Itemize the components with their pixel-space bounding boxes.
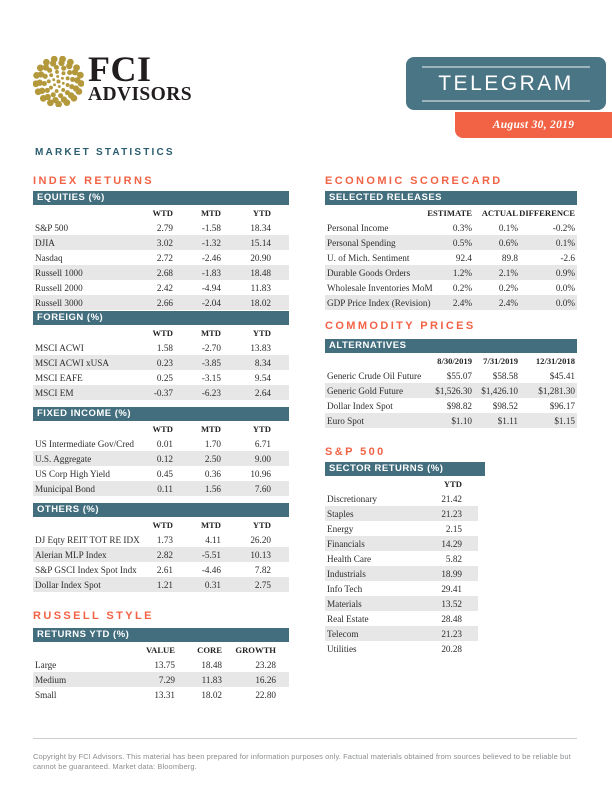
cell-value: 0.31 — [204, 579, 221, 590]
cell-value: 0.2% — [452, 282, 472, 293]
cell-value: 13.31 — [154, 689, 175, 700]
section-title-russell-style: RUSSELL STYLE — [33, 610, 154, 622]
table-title-bar: ALTERNATIVES — [325, 339, 577, 353]
cell-value: -5.51 — [201, 549, 221, 560]
cell-value: 2.72 — [156, 252, 173, 263]
row-label: MSCI ACWI — [35, 342, 84, 353]
column-header: CORE — [197, 645, 222, 655]
cell-value: 1.73 — [156, 534, 173, 545]
table-row — [325, 280, 577, 295]
column-header: 7/31/2019 — [483, 356, 518, 366]
telegram-banner — [406, 57, 606, 110]
row-label: Discretionary — [327, 493, 378, 504]
cell-value: 0.3% — [452, 222, 472, 233]
table-title-bar: RETURNS YTD (%) — [33, 628, 289, 642]
cell-value: 0.1% — [498, 222, 518, 233]
row-label: Energy — [327, 523, 354, 534]
column-header: YTD — [252, 424, 271, 434]
table-column-headers — [33, 518, 289, 532]
cell-value: 9.54 — [254, 372, 271, 383]
cell-value: 2.50 — [204, 453, 221, 464]
cell-value: 2.64 — [254, 387, 271, 398]
table-column-headers — [33, 326, 289, 340]
cell-value: -0.2% — [552, 222, 575, 233]
cell-value: $1.10 — [451, 415, 472, 426]
row-label: Municipal Bond — [35, 483, 95, 494]
cell-value: 5.82 — [445, 553, 462, 564]
row-label: DJIA — [35, 237, 55, 248]
row-label: Large — [35, 659, 57, 670]
table-column-headers — [33, 422, 289, 436]
banner-rule-top — [422, 66, 590, 68]
cell-value: -1.58 — [201, 222, 221, 233]
cell-value: -6.23 — [201, 387, 221, 398]
row-label: Russell 2000 — [35, 282, 83, 293]
cell-value: 13.75 — [154, 659, 175, 670]
column-header: MTD — [200, 520, 221, 530]
table-title-bar: SECTOR RETURNS (%) — [325, 462, 485, 476]
row-label: Alerian MLP Index — [35, 549, 107, 560]
banner-title: TELEGRAM — [438, 71, 574, 95]
cell-value: 1.21 — [156, 579, 173, 590]
table-row — [325, 398, 577, 413]
table-row — [33, 657, 289, 672]
column-header: WTD — [152, 328, 173, 338]
table-title-bar: SELECTED RELEASES — [325, 191, 577, 205]
table-row — [33, 451, 289, 466]
row-label: Durable Goods Orders — [327, 267, 411, 278]
cell-value: 0.6% — [498, 237, 518, 248]
cell-value: 21.23 — [441, 628, 462, 639]
row-label: Dollar Index Spot — [327, 400, 393, 411]
column-header: GROWTH — [235, 645, 276, 655]
table-row — [325, 566, 478, 581]
table-row — [33, 436, 289, 451]
table-row — [33, 466, 289, 481]
table-row — [33, 250, 289, 265]
alternatives-table — [325, 339, 577, 428]
row-label: MSCI EAFE — [35, 372, 83, 383]
column-header: MTD — [200, 328, 221, 338]
cell-value: $1,281.30 — [538, 385, 575, 396]
cell-value: $98.52 — [492, 400, 518, 411]
brand-name-line1: FCI — [88, 49, 152, 89]
cell-value: 16.26 — [255, 674, 276, 685]
footer-divider — [33, 738, 577, 739]
page-title: MARKET STATISTICS — [35, 147, 175, 158]
column-header: ESTIMATE — [427, 208, 472, 218]
table-title-bar: FOREIGN (%) — [33, 311, 289, 325]
row-label: Russell 1000 — [35, 267, 83, 278]
table-row — [325, 611, 478, 626]
cell-value: 89.8 — [501, 252, 518, 263]
row-label: Materials — [327, 598, 362, 609]
row-label: US Intermediate Gov/Cred — [35, 438, 134, 449]
cell-value: 18.02 — [201, 689, 222, 700]
equities-table — [33, 191, 289, 310]
cell-value: 11.83 — [201, 674, 222, 685]
cell-value: 18.48 — [201, 659, 222, 670]
selected-releases-table — [325, 191, 577, 310]
cell-value: 18.34 — [250, 222, 271, 233]
cell-value: -1.32 — [201, 237, 221, 248]
cell-value: 2.82 — [156, 549, 173, 560]
row-label: Financials — [327, 538, 365, 549]
cell-value: 10.96 — [250, 468, 271, 479]
table-row — [325, 383, 577, 398]
table-row — [33, 355, 289, 370]
row-label: Small — [35, 689, 57, 700]
column-header: WTD — [152, 424, 173, 434]
cell-value: 7.29 — [158, 674, 175, 685]
cell-value: 92.4 — [455, 252, 472, 263]
cell-value: 0.01 — [156, 438, 173, 449]
report-date: August 30, 2019 — [492, 119, 575, 131]
table-title-bar: OTHERS (%) — [33, 503, 289, 517]
cell-value: -4.46 — [201, 564, 221, 575]
cell-value: 0.2% — [498, 282, 518, 293]
cell-value: 9.00 — [254, 453, 271, 464]
row-label: S&P 500 — [35, 222, 69, 233]
cell-value: 0.36 — [204, 468, 221, 479]
column-header: YTD — [252, 520, 271, 530]
column-header: YTD — [252, 328, 271, 338]
cell-value: 2.4% — [452, 297, 472, 308]
cell-value: 0.45 — [156, 468, 173, 479]
table-row — [33, 385, 289, 400]
cell-value: 4.11 — [205, 534, 221, 545]
cell-value: 28.48 — [441, 613, 462, 624]
cell-value: 2.42 — [156, 282, 173, 293]
row-label: Industrials — [327, 568, 366, 579]
table-row — [325, 491, 478, 506]
cell-value: 7.60 — [254, 483, 271, 494]
table-row — [33, 547, 289, 562]
banner-rule-bottom — [422, 100, 590, 102]
brand-name-line2: ADVISORS — [88, 84, 192, 105]
cell-value: 2.1% — [498, 267, 518, 278]
others-table — [33, 503, 289, 592]
section-title-commodity-prices: COMMODITY PRICES — [325, 320, 476, 332]
row-label: Generic Crude Oil Future — [327, 370, 422, 381]
table-row — [325, 506, 478, 521]
cell-value: 13.52 — [441, 598, 462, 609]
row-label: Dollar Index Spot — [35, 579, 101, 590]
cell-value: 2.66 — [156, 297, 173, 308]
table-row — [33, 687, 289, 702]
row-label: Personal Spending — [327, 237, 396, 248]
cell-value: 26.20 — [250, 534, 271, 545]
cell-value: $55.07 — [446, 370, 472, 381]
cell-value: $45.41 — [549, 370, 575, 381]
table-row — [325, 368, 577, 383]
table-row — [33, 562, 289, 577]
table-row — [33, 532, 289, 547]
cell-value: 0.23 — [156, 357, 173, 368]
table-row — [325, 250, 577, 265]
section-title-index-returns: INDEX RETURNS — [33, 175, 155, 187]
table-row — [325, 235, 577, 250]
sector-returns-table — [325, 462, 478, 656]
fixed-income-table — [33, 407, 289, 496]
cell-value: 20.90 — [250, 252, 271, 263]
cell-value: 1.70 — [204, 438, 221, 449]
cell-value: 2.75 — [254, 579, 271, 590]
column-header: MTD — [200, 424, 221, 434]
table-row — [325, 220, 577, 235]
foreign-table — [33, 311, 289, 400]
cell-value: $96.17 — [549, 400, 575, 411]
table-row — [33, 220, 289, 235]
row-label: Staples — [327, 508, 354, 519]
column-header: MTD — [200, 208, 221, 218]
cell-value: 0.0% — [555, 297, 575, 308]
table-row — [33, 577, 289, 592]
table-column-headers — [325, 206, 577, 220]
cell-value: 8.34 — [254, 357, 271, 368]
fci-globe-logo-icon — [33, 56, 84, 107]
table-row — [325, 626, 478, 641]
row-label: Russell 3000 — [35, 297, 83, 308]
column-header: 12/31/2018 — [535, 356, 575, 366]
cell-value: $1.11 — [497, 415, 518, 426]
table-row — [33, 235, 289, 250]
cell-value: 20.28 — [441, 643, 462, 654]
table-row — [33, 481, 289, 496]
cell-value: 2.68 — [156, 267, 173, 278]
table-column-headers — [325, 477, 478, 491]
cell-value: -2.6 — [560, 252, 575, 263]
cell-value: -2.70 — [201, 342, 221, 353]
table-row — [33, 370, 289, 385]
cell-value: 23.28 — [255, 659, 276, 670]
cell-value: 1.58 — [156, 342, 173, 353]
cell-value: 0.1% — [555, 237, 575, 248]
column-header: VALUE — [146, 645, 175, 655]
cell-value: 18.48 — [250, 267, 271, 278]
cell-value: -2.04 — [201, 297, 221, 308]
table-row — [325, 581, 478, 596]
cell-value: 0.12 — [156, 453, 173, 464]
column-header: ACTUAL — [481, 208, 518, 218]
table-row — [325, 536, 478, 551]
cell-value: 18.99 — [441, 568, 462, 579]
row-label: Medium — [35, 674, 67, 685]
row-label: Wholesale Inventories MoM — [327, 282, 433, 293]
row-label: Utilities — [327, 643, 357, 654]
cell-value: $1,526.30 — [435, 385, 472, 396]
table-row — [325, 641, 478, 656]
column-header: WTD — [152, 520, 173, 530]
table-column-headers — [325, 354, 577, 368]
table-row — [33, 295, 289, 310]
cell-value: -3.15 — [201, 372, 221, 383]
table-row — [33, 280, 289, 295]
cell-value: $98.82 — [446, 400, 472, 411]
cell-value: 14.29 — [441, 538, 462, 549]
column-header: YTD — [252, 208, 271, 218]
column-header: YTD — [443, 479, 462, 489]
cell-value: 0.9% — [555, 267, 575, 278]
cell-value: -1.83 — [201, 267, 221, 278]
cell-value: 2.15 — [445, 523, 462, 534]
row-label: Euro Spot — [327, 415, 365, 426]
column-header: WTD — [152, 208, 173, 218]
cell-value: 29.41 — [441, 583, 462, 594]
table-title-bar: FIXED INCOME (%) — [33, 407, 289, 421]
table-row — [325, 551, 478, 566]
cell-value: -4.94 — [201, 282, 221, 293]
table-row — [325, 295, 577, 310]
row-label: GDP Price Index (Revision) — [327, 297, 431, 308]
cell-value: 21.23 — [441, 508, 462, 519]
row-label: S&P GSCI Index Spot Indx — [35, 564, 137, 575]
cell-value: 6.71 — [254, 438, 271, 449]
section-title-sp500: S&P 500 — [325, 446, 386, 458]
table-row — [325, 521, 478, 536]
row-label: Real Estate — [327, 613, 369, 624]
row-label: Info Tech — [327, 583, 363, 594]
table-title-bar: EQUITIES (%) — [33, 191, 289, 205]
cell-value: -0.37 — [153, 387, 173, 398]
cell-value: $1.15 — [554, 415, 575, 426]
table-row — [325, 596, 478, 611]
cell-value: 22.80 — [255, 689, 276, 700]
cell-value: 11.83 — [250, 282, 271, 293]
table-column-headers — [33, 643, 289, 657]
row-label: Health Care — [327, 553, 372, 564]
row-label: MSCI EM — [35, 387, 74, 398]
table-row — [325, 413, 577, 428]
cell-value: 3.02 — [156, 237, 173, 248]
cell-value: 1.56 — [204, 483, 221, 494]
cell-value: 13.83 — [250, 342, 271, 353]
cell-value: 2.79 — [156, 222, 173, 233]
row-label: DJ Eqty REIT TOT RE IDX — [35, 534, 140, 545]
cell-value: 21.42 — [441, 493, 462, 504]
table-row — [325, 265, 577, 280]
row-label: US Corp High Yield — [35, 468, 110, 479]
row-label: Generic Gold Future — [327, 385, 404, 396]
footer-disclaimer: Copyright by FCI Advisors. This material has been prepared for information purposes only. Factual materials obtained from sources believed to be reliable but cannot be guaranteed. Market data: Bloomberg. — [33, 751, 571, 772]
table-row — [33, 265, 289, 280]
cell-value: 0.5% — [452, 237, 472, 248]
cell-value: 0.0% — [555, 282, 575, 293]
cell-value: 0.11 — [157, 483, 173, 494]
row-label: MSCI ACWI xUSA — [35, 357, 110, 368]
table-row — [33, 340, 289, 355]
row-label: Telecom — [327, 628, 359, 639]
cell-value: -3.85 — [201, 357, 221, 368]
date-ribbon — [455, 112, 612, 138]
section-title-economic-scorecard: ECONOMIC SCORECARD — [325, 175, 503, 187]
cell-value: 2.61 — [156, 564, 173, 575]
fci-advisors-wordmark — [88, 49, 192, 105]
table-column-headers — [33, 206, 289, 220]
cell-value: 0.25 — [156, 372, 173, 383]
cell-value: 1.2% — [452, 267, 472, 278]
cell-value: 15.14 — [250, 237, 271, 248]
column-header: DIFFERENCE — [519, 208, 575, 218]
cell-value: -2.46 — [201, 252, 221, 263]
row-label: Nasdaq — [35, 252, 63, 263]
cell-value: 2.4% — [498, 297, 518, 308]
cell-value: 10.13 — [250, 549, 271, 560]
cell-value: 7.82 — [254, 564, 271, 575]
russell-returns-table — [33, 628, 289, 702]
row-label: U.S. Aggregate — [35, 453, 92, 464]
table-row — [33, 672, 289, 687]
row-label: U. of Mich. Sentiment — [327, 252, 410, 263]
cell-value: $58.58 — [492, 370, 518, 381]
column-header: 8/30/2019 — [437, 356, 472, 366]
cell-value: $1,426.10 — [481, 385, 518, 396]
row-label: Personal Income — [327, 222, 389, 233]
cell-value: 18.02 — [250, 297, 271, 308]
